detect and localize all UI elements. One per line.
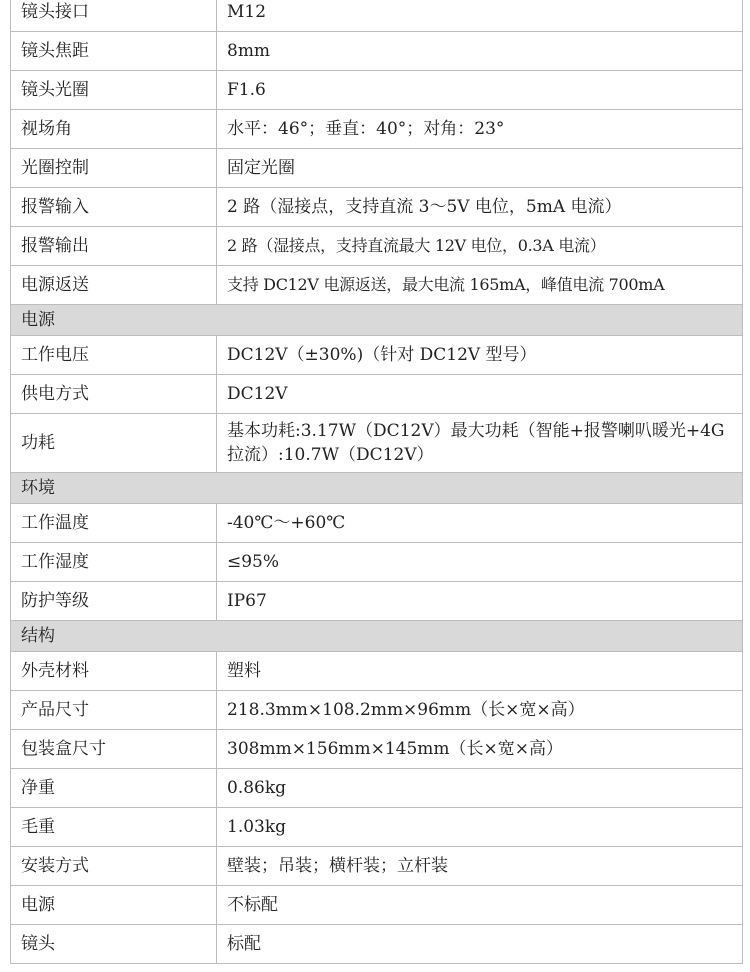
spec-key: 电源	[11, 886, 217, 925]
spec-key: 镜头	[11, 925, 217, 964]
section-title: 结构	[11, 621, 743, 652]
spec-value: 2 路（湿接点，支持直流 3～5V 电位，5mA 电流）	[217, 188, 743, 227]
spec-key: 光圈控制	[11, 149, 217, 188]
spec-value: 固定光圈	[217, 149, 743, 188]
table-row	[11, 32, 743, 71]
spec-key: 产品尺寸	[11, 691, 217, 730]
table-row	[11, 110, 743, 149]
spec-value: -40℃～+60℃	[217, 504, 743, 543]
spec-key: 视场角	[11, 110, 217, 149]
table-row	[11, 808, 743, 847]
table-row	[11, 188, 743, 227]
section-header-row	[11, 621, 743, 652]
spec-value: 水平：46°；垂直：40°；对角：23°	[217, 110, 743, 149]
section-header-row	[11, 473, 743, 504]
spec-key: 毛重	[11, 808, 217, 847]
spec-key: 外壳材料	[11, 652, 217, 691]
spec-value: 不标配	[217, 886, 743, 925]
spec-key: 镜头光圈	[11, 71, 217, 110]
table-row	[11, 0, 743, 32]
table-row	[11, 266, 743, 305]
spec-key: 电源返送	[11, 266, 217, 305]
spec-value: 0.86kg	[217, 769, 743, 808]
table-row	[11, 375, 743, 414]
table-row	[11, 543, 743, 582]
spec-key: 净重	[11, 769, 217, 808]
spec-value: 标配	[217, 925, 743, 964]
table-row	[11, 227, 743, 266]
table-row	[11, 149, 743, 188]
table-row	[11, 652, 743, 691]
table-row	[11, 691, 743, 730]
spec-value: IP67	[217, 582, 743, 621]
spec-key: 供电方式	[11, 375, 217, 414]
spec-value: 塑料	[217, 652, 743, 691]
spec-key: 镜头接口	[11, 0, 217, 32]
table-row	[11, 336, 743, 375]
spec-value: ≤95%	[217, 543, 743, 582]
table-row	[11, 730, 743, 769]
table-row	[11, 71, 743, 110]
table-row	[11, 414, 743, 473]
section-header-row	[11, 305, 743, 336]
section-title: 环境	[11, 473, 743, 504]
table-row	[11, 769, 743, 808]
spec-key: 功耗	[11, 414, 217, 473]
table-row	[11, 582, 743, 621]
table-row	[11, 847, 743, 886]
table-row	[11, 886, 743, 925]
section-title: 电源	[11, 305, 743, 336]
spec-value: M12	[217, 0, 743, 32]
spec-key: 镜头焦距	[11, 32, 217, 71]
spec-key: 防护等级	[11, 582, 217, 621]
spec-value: DC12V	[217, 375, 743, 414]
spec-key: 工作湿度	[11, 543, 217, 582]
table-row	[11, 504, 743, 543]
spec-value: F1.6	[217, 71, 743, 110]
table-row	[11, 925, 743, 964]
spec-value: 218.3mm×108.2mm×96mm（长×宽×高）	[217, 691, 743, 730]
spec-key: 包装盒尺寸	[11, 730, 217, 769]
spec-key: 工作温度	[11, 504, 217, 543]
spec-value: 8mm	[217, 32, 743, 71]
spec-value: DC12V（±30%)（针对 DC12V 型号）	[217, 336, 743, 375]
spec-value: 基本功耗:3.17W（DC12V）最大功耗（智能+报警喇叭暖光+4G 拉流）:10.7W（DC12V）	[217, 414, 743, 473]
spec-value: 308mm×156mm×145mm（长×宽×高）	[217, 730, 743, 769]
spec-value: 支持 DC12V 电源返送，最大电流 165mA，峰值电流 700mA	[217, 266, 743, 305]
spec-table	[10, 0, 743, 964]
spec-key: 安装方式	[11, 847, 217, 886]
spec-value: 2 路（湿接点，支持直流最大 12V 电位，0.3A 电流）	[217, 227, 743, 266]
spec-key: 报警输入	[11, 188, 217, 227]
spec-value: 壁装；吊装；横杆装；立杆装	[217, 847, 743, 886]
spec-value: 1.03kg	[217, 808, 743, 847]
spec-key: 工作电压	[11, 336, 217, 375]
spec-key: 报警输出	[11, 227, 217, 266]
